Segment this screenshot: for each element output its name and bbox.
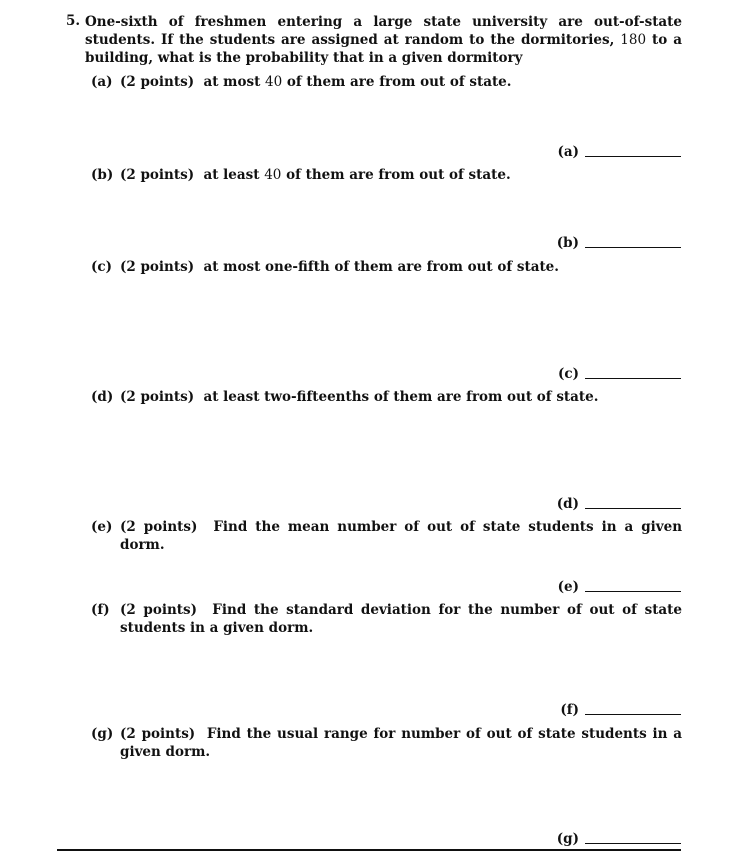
- answer-line[interactable]: [585, 156, 681, 157]
- answer-label: (b): [556, 235, 579, 251]
- part-text: Find the usual range for number of out of state students in a given dorm.: [120, 726, 682, 760]
- part-text: at most one-fifth of them are from out of state.: [203, 259, 559, 275]
- intro-text-1: One-sixth of freshmen entering a large state university are out-of-state students. If the students are assigned at random to the dormitories,: [85, 14, 682, 48]
- answer-blank-b[interactable]: [557, 235, 681, 251]
- part-points: (2 points): [120, 602, 198, 618]
- answer-line[interactable]: [585, 247, 681, 248]
- answer-label: (g): [556, 831, 579, 847]
- answer-blank-c[interactable]: [558, 366, 681, 382]
- part-number: 40: [265, 74, 283, 90]
- part-label: (a): [91, 74, 113, 90]
- answer-blank-d[interactable]: [557, 496, 681, 512]
- part-text: Find the mean number of out of state students in a given dorm.: [120, 519, 683, 553]
- part-c: [91, 258, 682, 276]
- part-label: (f): [91, 602, 110, 618]
- part-a: [91, 73, 682, 91]
- part-number: 40: [264, 167, 282, 183]
- part-g: [91, 725, 682, 761]
- part-text: at most: [203, 74, 261, 90]
- part-points: (2 points): [120, 726, 196, 742]
- part-f: [91, 601, 682, 637]
- part-d: [91, 388, 682, 406]
- part-e: [91, 518, 682, 554]
- answer-label: (d): [556, 496, 579, 512]
- answer-blank-f[interactable]: [560, 702, 681, 718]
- part-points: (2 points): [120, 259, 195, 275]
- answer-line[interactable]: [585, 591, 681, 592]
- answer-label: (a): [557, 144, 579, 160]
- answer-label: (c): [558, 366, 579, 382]
- part-points: (2 points): [120, 519, 198, 535]
- answer-line[interactable]: [585, 714, 681, 715]
- answer-blank-e[interactable]: [558, 579, 681, 595]
- answer-blank-g[interactable]: [557, 831, 681, 847]
- page-bottom-rule: [57, 849, 681, 851]
- part-b: [91, 166, 682, 184]
- intro-text-2: to a building, what is the probability that in a given dormitory: [85, 32, 683, 66]
- part-label: (b): [91, 167, 114, 183]
- answer-line[interactable]: [585, 843, 681, 844]
- answer-blank-a[interactable]: [557, 144, 681, 160]
- part-text: of them are from out of state.: [286, 74, 512, 90]
- question-intro: [85, 13, 682, 67]
- question-number: 5.: [66, 13, 81, 29]
- part-label: (e): [91, 519, 113, 535]
- answer-line[interactable]: [585, 378, 681, 379]
- part-text: at least two-fifteenths of them are from out of state.: [203, 389, 599, 405]
- answer-label: (f): [560, 702, 579, 718]
- part-label: (g): [91, 726, 114, 742]
- part-points: (2 points): [120, 167, 195, 183]
- part-label: (c): [91, 259, 112, 275]
- intro-number: 180: [620, 32, 647, 48]
- part-points: (2 points): [120, 389, 195, 405]
- answer-label: (e): [557, 579, 579, 595]
- part-text: of them are from out of state.: [286, 167, 511, 183]
- part-text: Find the standard deviation for the number of out of state students in a given dorm.: [120, 602, 682, 636]
- part-label: (d): [91, 389, 114, 405]
- part-text: at least: [203, 167, 260, 183]
- answer-line[interactable]: [585, 508, 681, 509]
- part-points: (2 points): [120, 74, 195, 90]
